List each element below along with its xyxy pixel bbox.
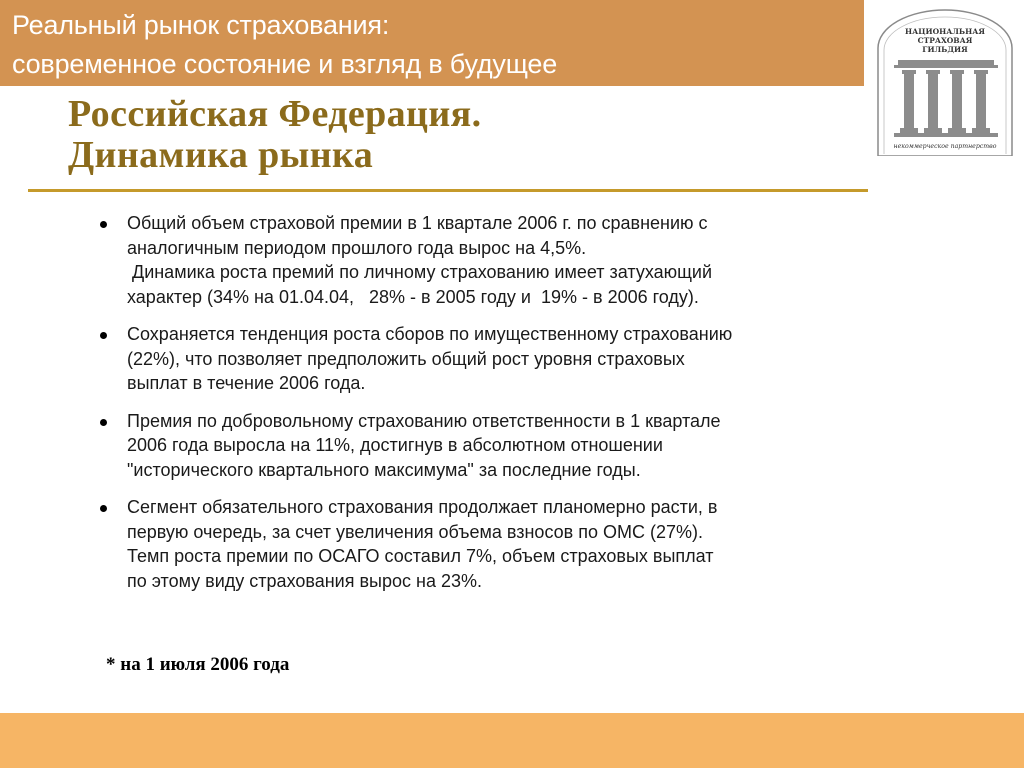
bullet-3-line-2: 2006 года выросла на 11%, достигнув в абсолютном отношении (127, 435, 663, 455)
bullet-3-line-1: Премия по добровольному страхованию ответственности в 1 квартале (127, 410, 721, 431)
bullet-1-line-1: Общий объем страховой премии в 1 квартале 2006 г. по сравнению с (127, 213, 708, 233)
bullet-item-4 (100, 495, 860, 593)
bullet-dot-icon (100, 419, 107, 426)
bullet-item-2 (100, 322, 860, 396)
bullet-dot-icon (100, 505, 107, 512)
bullet-item-3 (100, 409, 860, 483)
page-title-line2: Динамика рынка (68, 134, 374, 176)
header-title-line1: Реальный рынок страхования: (12, 10, 390, 40)
guild-logo (870, 6, 1020, 156)
header-title-line2: современное состояние и взгляд в будущее (12, 49, 558, 79)
bullet-2-line-2: (22%), что позволяет предположить общий рост уровня страховых (127, 348, 685, 369)
title-divider (28, 189, 868, 192)
bullet-3-line-3: "исторического квартального максимума" за последние годы. (127, 459, 641, 480)
bullet-2-line-3: выплат в течение 2006 года. (127, 373, 366, 393)
bullet-1-line-3: Динамика роста премий по личному страхованию имеет затухающий (127, 262, 713, 282)
bullet-dot-icon (100, 221, 107, 228)
header-band (0, 0, 864, 86)
bullet-4-line-4: по этому виду страхования вырос на 23%. (127, 570, 482, 591)
bullet-4-line-2: первую очередь, за счет увеличения объема взносов по ОМС (27%). (127, 521, 703, 542)
bullet-item-1 (100, 211, 860, 309)
bullet-1-line-2: аналогичным периодом прошлого года вырос на 4,5%. (127, 237, 587, 258)
logo-text-line3: ГИЛЬДИЯ (922, 45, 968, 54)
logo-text-line1: НАЦИОНАЛЬНАЯ (905, 27, 985, 36)
footnote: * на 1 июля 2006 года (106, 654, 290, 675)
logo-text-line2: СТРАХОВАЯ (917, 36, 973, 45)
bullet-list (100, 211, 860, 606)
bullet-dot-icon (100, 332, 107, 339)
footer-band (0, 713, 1024, 768)
page-title-line1: Российская Федерация. (68, 93, 482, 135)
bullet-1-line-4: характер (34% на 01.04.04, 28% - в 2005 году и 19% - в 2006 году). (127, 286, 699, 307)
bullet-4-line-3: Темп роста премии по ОСАГО составил 7%, объем страховых выплат (127, 546, 714, 566)
bullet-4-line-1: Сегмент обязательного страхования продолжает планомерно расти, в (127, 497, 718, 517)
logo-text-bottom: некоммерческое партнерство (893, 143, 997, 150)
bullet-2-line-1: Сохраняется тенденция роста сборов по имущественному страхованию (127, 324, 733, 344)
